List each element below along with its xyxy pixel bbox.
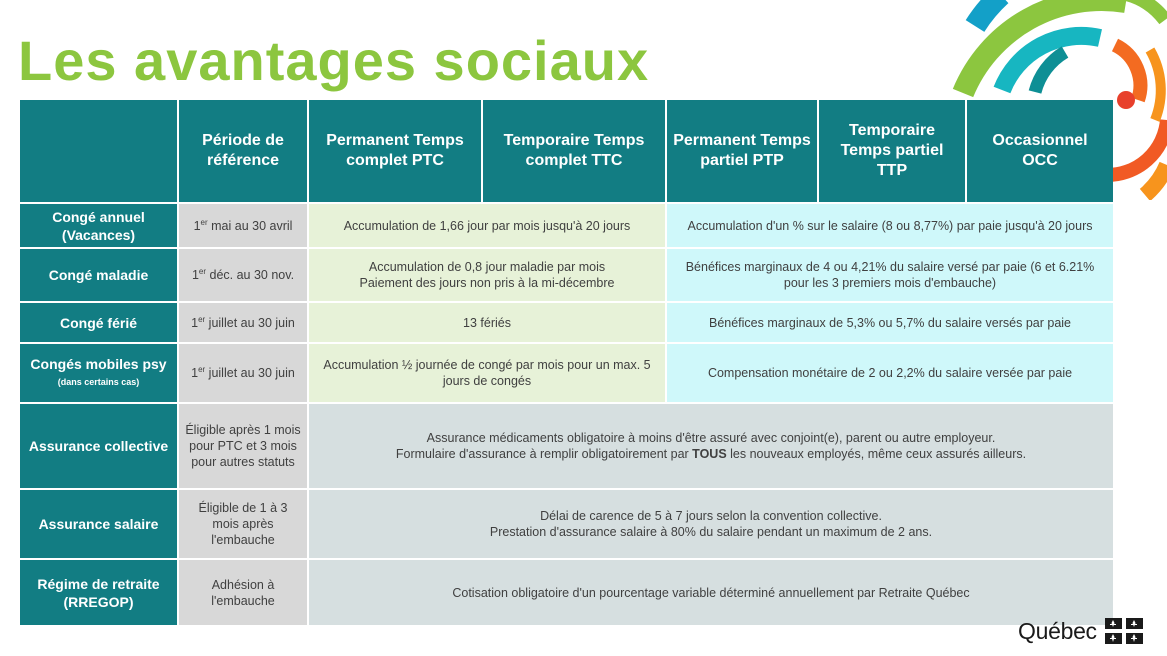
assurance-salaire-line-1: Délai de carence de 5 à 7 jours selon la convention collective. <box>540 509 882 523</box>
text-assurance-salaire <box>309 490 1113 558</box>
full-time-conge-ferie: 13 fériés <box>309 303 665 342</box>
row-label-conge-maladie: Congé maladie <box>20 249 177 301</box>
row-label-note: (dans certains cas) <box>57 377 140 387</box>
header-ptp: Permanent Temps partiel PTP <box>667 100 817 202</box>
page-title: Les avantages sociaux <box>18 29 650 92</box>
header-period: Période de référence <box>179 100 307 202</box>
assurance-salaire-line-2: Prestation d'assurance salaire à 80% du salaire pendant un maximum de 2 ans. <box>489 525 933 539</box>
period-regime-retraite: Adhésion à l'embauche <box>179 560 307 625</box>
row-label-conges-mobiles: Congés mobiles psy (dans certains cas) <box>20 344 177 402</box>
part-time-conge-annuel: Accumulation d'un % sur le salaire (8 ou 8,77%) par paie jusqu'à 20 jours <box>667 204 1113 247</box>
period-conges-mobiles: 1er juillet au 30 juin <box>179 344 307 402</box>
row-label-conge-ferie: Congé férié <box>20 303 177 342</box>
full-time-conge-maladie-line-2: Paiement des jours non pris à la mi-décembre <box>359 276 615 290</box>
header-occ: Occasionnel OCC <box>967 100 1113 202</box>
period-assurance-salaire: Éligible de 1 à 3 mois après l'embauche <box>179 490 307 558</box>
period-conge-maladie: 1er déc. au 30 nov. <box>179 249 307 301</box>
header-ttp: Temporaire Temps partiel TTP <box>819 100 965 202</box>
benefits-table <box>20 100 1101 620</box>
text-regime-retraite: Cotisation obligatoire d'un pourcentage variable déterminé annuellement par Retraite Québec <box>309 560 1113 625</box>
part-time-conge-maladie: Bénéfices marginaux de 4 ou 4,21% du salaire versé par paie (6 et 6.21% pour les 3 premiers mois d'embauche) <box>667 249 1113 301</box>
part-time-conges-mobiles: Compensation monétaire de 2 ou 2,2% du salaire versée par paie <box>667 344 1113 402</box>
part-time-conge-ferie: Bénéfices marginaux de 5,3% ou 5,7% du salaire versés par paie <box>667 303 1113 342</box>
full-time-conge-maladie <box>309 249 665 301</box>
header-ptc: Permanent Temps complet PTC <box>309 100 481 202</box>
assurance-collective-line-2: Formulaire d'assurance à remplir obligatoirement par TOUS les nouveaux employés, même ceux assurés ailleurs. <box>395 447 1027 461</box>
full-time-conges-mobiles: Accumulation ½ journée de congé par mois pour un max. 5 jours de congés <box>309 344 665 402</box>
header-empty <box>20 100 177 202</box>
period-conge-annuel: 1er mai au 30 avril <box>179 204 307 247</box>
period-conge-ferie: 1er juillet au 30 juin <box>179 303 307 342</box>
text-assurance-collective <box>309 404 1113 488</box>
period-assurance-collective: Éligible après 1 mois pour PTC et 3 mois pour autres statuts <box>179 404 307 488</box>
quebec-logo-text: Québec <box>1018 617 1097 644</box>
row-label-regime-retraite: Régime de retraite (RREGOP) <box>20 560 177 625</box>
full-time-conge-maladie-line-1: Accumulation de 0,8 jour maladie par mois <box>368 260 606 274</box>
row-label-conge-annuel: Congé annuel (Vacances) <box>20 204 177 247</box>
full-time-conge-annuel: Accumulation de 1,66 jour par mois jusqu'à 20 jours <box>309 204 665 247</box>
row-label-assurance-collective: Assurance collective <box>20 404 177 488</box>
header-ttc: Temporaire Temps complet TTC <box>483 100 665 202</box>
assurance-collective-line-1: Assurance médicaments obligatoire à moins d'être assuré avec conjoint(e), parent ou autre employeur. <box>426 431 996 445</box>
row-label-assurance-salaire: Assurance salaire <box>20 490 177 558</box>
quebec-logo <box>1018 614 1143 648</box>
fleur-de-lis-flag-icon <box>1105 618 1143 644</box>
